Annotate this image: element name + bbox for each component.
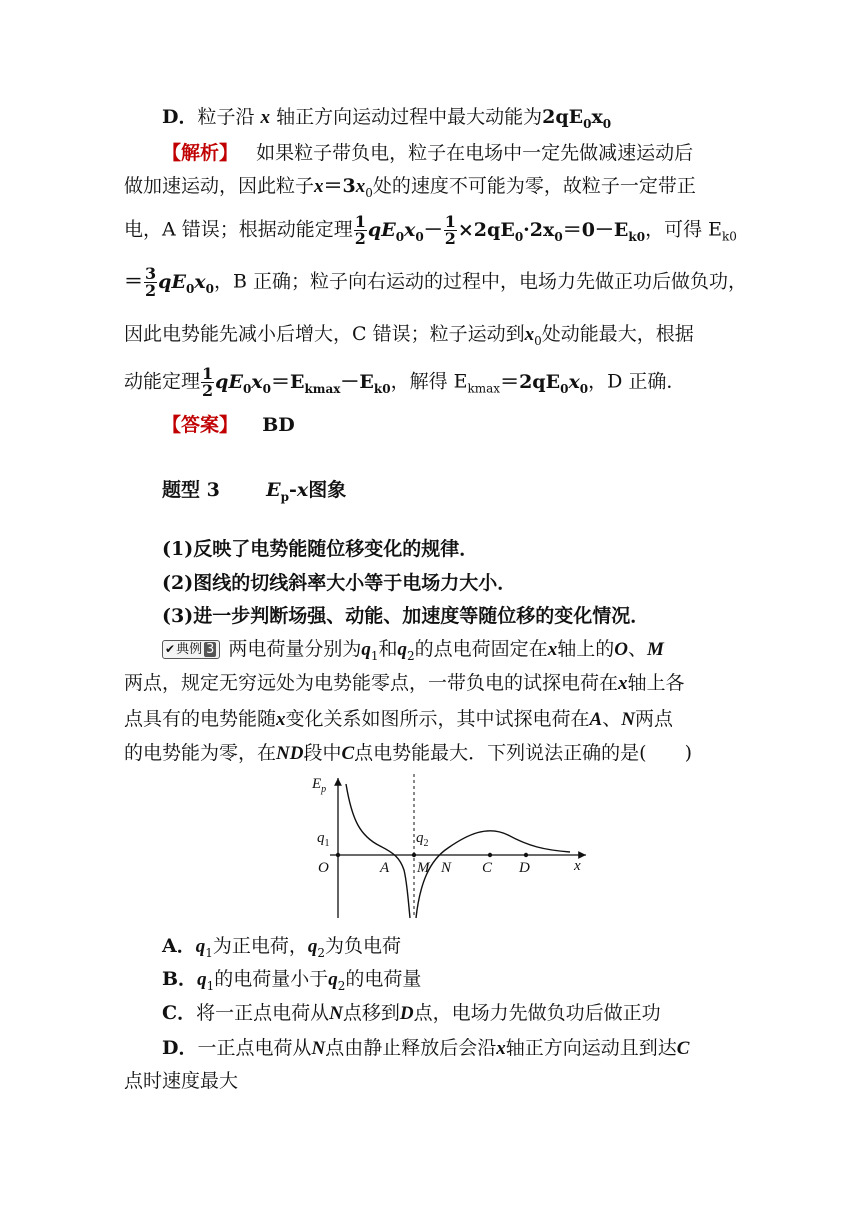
sub: k0 xyxy=(628,229,646,244)
sub: 0 xyxy=(602,116,612,131)
var: q xyxy=(361,639,371,660)
text: ，D 正确． xyxy=(588,370,686,393)
text: ＝3 xyxy=(323,175,356,197)
text: - xyxy=(289,479,297,501)
var: x xyxy=(260,107,271,128)
text: 点电势能最大．下列说法正确的是( ) xyxy=(354,742,692,764)
text: 动能定理 xyxy=(124,370,201,393)
text: ＝0－E xyxy=(562,218,629,241)
sub: 0 xyxy=(242,381,252,396)
sub: 0 xyxy=(554,229,563,244)
option-label: A． xyxy=(162,935,196,957)
point-3: (3)进一步判断场强、动能、加速度等随位移的变化情况． xyxy=(162,605,650,627)
var: q xyxy=(397,639,408,660)
var: N xyxy=(311,1038,326,1059)
sub: 1 xyxy=(206,978,215,993)
var: qE xyxy=(158,270,186,293)
analysis-line-2 xyxy=(124,174,696,205)
text: 因此电势能先减小后增大，C 错误；粒子运动到 xyxy=(124,323,525,345)
text: ，解得 E xyxy=(390,370,468,393)
text: 的电荷量 xyxy=(345,968,422,990)
text: 的电势能为零，在 xyxy=(124,742,277,764)
text: 做加速运动，因此粒子 xyxy=(124,175,315,197)
var: x xyxy=(296,479,309,501)
text: 、 xyxy=(602,708,622,730)
text: 将一正点电荷从 xyxy=(196,1002,330,1024)
analysis-line-1 xyxy=(162,141,693,165)
fraction xyxy=(444,214,457,247)
text: ＝2qE xyxy=(500,370,561,393)
var: N xyxy=(329,1003,343,1024)
text: 点由静止释放后会沿 xyxy=(325,1037,497,1059)
var: x xyxy=(547,639,558,660)
sub: kmax xyxy=(467,381,501,396)
o-label: O xyxy=(318,860,329,876)
sub: 0 xyxy=(205,281,214,296)
text: 、 xyxy=(627,638,647,660)
text: －E xyxy=(340,370,374,393)
example-line-4 xyxy=(124,741,692,766)
text: 处的速度不可能为零，故粒子一定带正 xyxy=(372,175,696,197)
text: ×2qE xyxy=(457,218,515,241)
analysis-line-4 xyxy=(124,266,747,300)
text: 变化关系如图所示，其中试探电荷在 xyxy=(285,708,590,730)
example-line-3 xyxy=(124,707,673,732)
sub: 1 xyxy=(205,945,213,960)
frac-num: 1 xyxy=(444,212,456,231)
text: 电，A 错误；根据动能定理 xyxy=(124,218,353,241)
badge-text: 典例 xyxy=(176,642,203,657)
point-c xyxy=(488,853,492,857)
var: D xyxy=(399,1003,414,1024)
text: ＝E xyxy=(270,370,305,393)
sub: 0 xyxy=(534,333,542,348)
text: 的点电荷固定在 xyxy=(414,638,548,660)
sub: 0 xyxy=(395,229,405,244)
frac-den: 2 xyxy=(145,281,157,300)
a-label: A xyxy=(380,860,390,876)
analysis-tag: 【解析】 xyxy=(162,142,239,164)
point-o xyxy=(336,853,340,857)
sub: 0 xyxy=(262,381,271,396)
sub: p xyxy=(280,489,290,504)
var: x xyxy=(251,370,263,393)
q1-label: $q_1$ xyxy=(317,830,330,849)
frac-num: 3 xyxy=(145,264,157,283)
sub: 2 xyxy=(317,945,326,960)
option-label: C． xyxy=(162,1002,197,1024)
example-line-1 xyxy=(162,637,664,668)
var: x xyxy=(314,176,324,197)
frac-den: 2 xyxy=(354,229,366,248)
var: x xyxy=(496,1038,506,1059)
answer-line xyxy=(162,413,295,437)
var: x xyxy=(591,106,603,128)
m-label: M xyxy=(417,860,430,876)
ep-x-graph xyxy=(308,770,598,922)
var: C xyxy=(341,743,355,764)
var: A xyxy=(589,709,603,730)
point-d xyxy=(524,853,528,857)
var: N xyxy=(621,709,635,730)
var: x xyxy=(568,370,580,393)
var: qE xyxy=(215,370,243,393)
example-line-2 xyxy=(124,671,685,696)
curve-right-branch xyxy=(416,831,570,918)
text: 处动能最大，根据 xyxy=(541,323,694,345)
option-label: D． xyxy=(162,1037,198,1059)
sub: 0 xyxy=(514,229,524,244)
x-axis-label: x xyxy=(574,858,581,874)
var: q xyxy=(328,969,338,990)
text: － xyxy=(423,218,443,241)
option-c xyxy=(162,1001,661,1026)
text: 为负电荷 xyxy=(325,935,402,957)
text: 如果粒子带负电，粒子在电场中一定先做减速运动后 xyxy=(256,142,694,164)
analysis-line-3 xyxy=(124,214,737,248)
option-label: B． xyxy=(162,968,198,990)
var: qE xyxy=(367,218,396,241)
n-label: N xyxy=(441,860,452,876)
fraction xyxy=(144,266,157,299)
option-a xyxy=(162,934,401,965)
curve-left-branch xyxy=(346,784,410,918)
text: ＝ xyxy=(124,270,144,293)
text: 点移到 xyxy=(342,1002,400,1024)
var: x xyxy=(404,218,416,241)
var: x xyxy=(355,176,366,197)
sub: k0 xyxy=(373,381,391,396)
text: 轴上各 xyxy=(627,672,685,694)
sub: 2 xyxy=(407,648,415,663)
example-badge xyxy=(162,640,220,659)
text: 两点，规定无穷远处为电势能零点，一带负电的试探电荷在 xyxy=(124,672,619,694)
frac-num: 1 xyxy=(202,364,214,383)
c-label: C xyxy=(482,860,493,876)
var: q xyxy=(307,936,318,957)
sub: 0 xyxy=(185,281,195,296)
var: 2qE xyxy=(542,106,584,128)
var: ND xyxy=(276,743,304,764)
sub: 0 xyxy=(365,185,373,200)
var: E xyxy=(266,479,281,501)
text: 粒子沿 xyxy=(197,106,255,128)
sub: 0 xyxy=(583,116,592,131)
var: x xyxy=(524,324,535,345)
analysis-line-5 xyxy=(124,322,694,353)
sub: 0 xyxy=(579,381,589,396)
text: 两电荷量分别为 xyxy=(228,638,362,660)
var: M xyxy=(646,639,664,660)
sub: 2 xyxy=(337,978,346,993)
section-number: 题型 3 xyxy=(162,479,220,501)
option-b xyxy=(162,967,421,998)
y-axis-label: $E_p$ xyxy=(312,776,327,795)
fraction xyxy=(354,214,367,247)
var: q xyxy=(197,969,207,990)
section-title xyxy=(162,478,346,509)
var: x xyxy=(618,673,628,694)
sub: 0 xyxy=(415,229,424,244)
analysis-line-6 xyxy=(124,366,685,400)
sub: kmax xyxy=(304,381,341,396)
answer-value: BD xyxy=(262,414,295,436)
text: ·2x xyxy=(523,218,555,241)
sub: 1 xyxy=(370,648,379,663)
d-label: D xyxy=(519,860,530,876)
var: C xyxy=(676,1038,690,1059)
point-2: (2)图线的切线斜率大小等于电场力大小． xyxy=(162,572,517,594)
text: 点具有的电势能随 xyxy=(124,708,277,730)
option-d-cont: 点时速度最大 xyxy=(124,1070,239,1092)
text: 图象 xyxy=(308,479,347,501)
text: 轴正方向运动且到达 xyxy=(505,1037,677,1059)
q2-label: $q_2$ xyxy=(416,830,429,849)
text: 为正电荷， xyxy=(212,935,308,957)
text: ，可得 E xyxy=(645,218,722,241)
text: 轴上的 xyxy=(557,638,615,660)
frac-num: 1 xyxy=(354,212,366,231)
text: ，B 正确；粒子向右运动的过程中，电场力先做正功后做负功， xyxy=(213,270,747,293)
text: 两点 xyxy=(634,708,673,730)
point-1: (1)反映了电势能随位移变化的规律． xyxy=(162,538,479,560)
point-m xyxy=(412,853,416,857)
sub: k0 xyxy=(722,229,737,244)
text: 的电荷量小于 xyxy=(214,968,329,990)
text: 和 xyxy=(378,638,398,660)
check-icon: ✔ xyxy=(165,642,176,656)
sub: 0 xyxy=(560,381,569,396)
text: 点，电场力先做负功后做正功 xyxy=(413,1002,661,1024)
var: x xyxy=(276,709,286,730)
var: O xyxy=(614,639,628,660)
badge-number: 3 xyxy=(206,642,215,657)
fraction xyxy=(201,366,214,399)
option-d xyxy=(162,1036,689,1061)
var: x xyxy=(194,270,206,293)
text: 一正点电荷从 xyxy=(197,1037,312,1059)
frac-den: 2 xyxy=(444,229,456,248)
text: 轴正方向运动过程中最大动能为 xyxy=(276,106,543,128)
var: q xyxy=(195,936,206,957)
prev-option-d xyxy=(162,105,611,136)
option-label: D． xyxy=(162,106,198,128)
answer-tag: 【答案】 xyxy=(162,414,239,436)
frac-den: 2 xyxy=(202,381,214,400)
text: 段中 xyxy=(303,742,342,764)
